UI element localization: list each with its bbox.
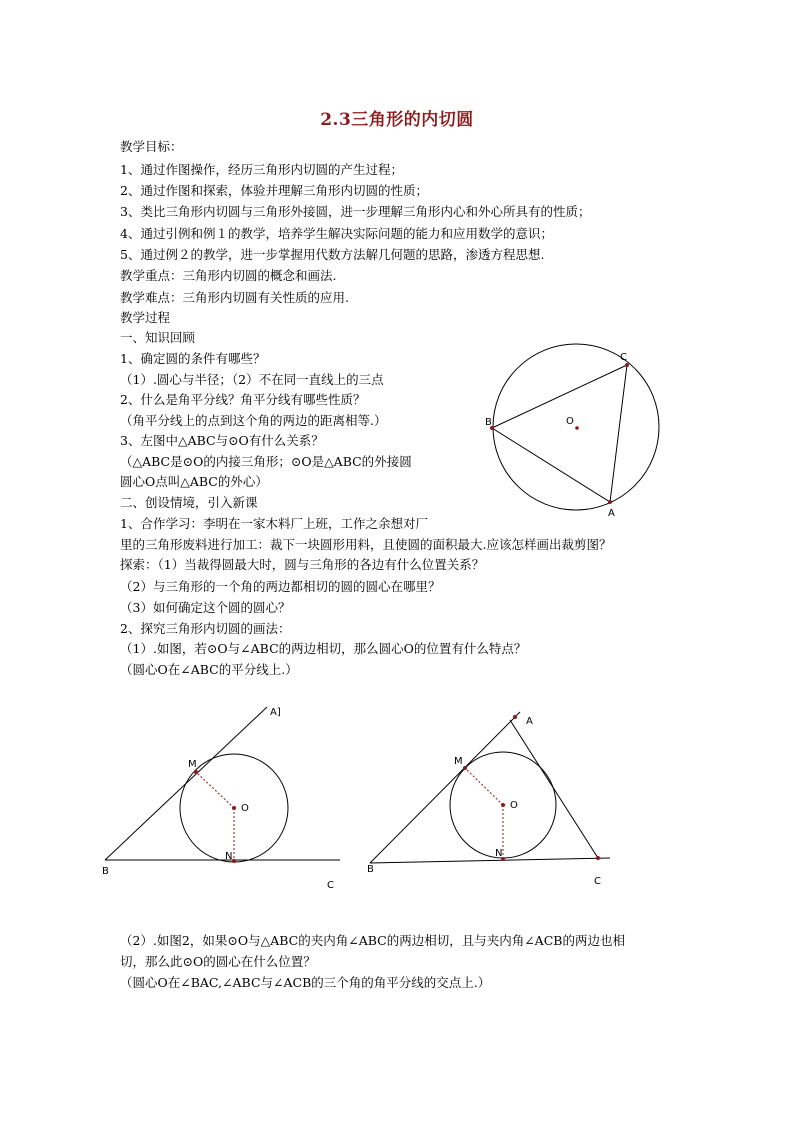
text-line: 里的三角形废料进行加工：裁下一块圆形用料，且使圆的面积最大.应该怎样画出裁剪图？ xyxy=(120,537,612,552)
text-line: 1、合作学习：李明在一家木料厂上班，工作之余想对厂 xyxy=(120,516,428,531)
triangle-abc xyxy=(492,365,627,502)
text-line: 教学难点：三角形内切圆有关性质的应用. xyxy=(120,290,349,305)
point-m xyxy=(463,766,467,770)
label-n: N xyxy=(225,851,233,862)
point-m xyxy=(194,770,198,774)
text-line: 二、创设情境，引入新课 xyxy=(120,495,258,510)
side-bc xyxy=(370,858,610,863)
radius-om xyxy=(196,772,234,808)
text-line: 4、通过引例和例１的教学，培养学生解决实际问题的能力和应用数学的意识； xyxy=(120,226,553,241)
center-o xyxy=(232,806,236,810)
text-line: 教学过程 xyxy=(120,310,171,325)
label-a: A xyxy=(526,716,533,727)
page-title: 2.3三角形的内切圆 xyxy=(320,110,474,130)
text-line: 一、知识回顾 xyxy=(120,330,196,345)
text-line: （△ABC是⊙O的内接三角形；⊙O是△ABC的外接圆 xyxy=(120,454,412,469)
text-line: 5、通过例２的教学，进一步掌握用代数方法解几何题的思路，渗透方程思想. xyxy=(120,247,545,262)
label-c: C xyxy=(620,352,627,363)
label-o: O xyxy=(241,803,249,814)
point-c xyxy=(596,856,600,860)
center-o xyxy=(501,803,505,807)
text-line: 2、通过作图和探索，体验并理解三角形内切圆的性质； xyxy=(120,183,428,198)
label-c: C xyxy=(327,880,334,891)
point-a xyxy=(513,715,517,719)
label-b: B xyxy=(102,866,109,877)
text-line: （圆心O在∠ABC的平分线上.） xyxy=(120,662,298,677)
text-line: 2、什么是角平分线？角平分线有哪些性质？ xyxy=(120,392,366,407)
text-line: 1、确定圆的条件有哪些？ xyxy=(120,351,266,366)
label-n: N xyxy=(495,848,503,859)
label-a: A xyxy=(608,508,615,519)
label-o: O xyxy=(566,416,574,427)
incircle-figure xyxy=(360,700,620,895)
angle-tangent-figure xyxy=(95,695,345,895)
text-line: 圆心O点叫△ABC的外心） xyxy=(120,474,268,489)
point-a xyxy=(608,500,612,504)
circumcircle-figure xyxy=(480,340,670,520)
center-o xyxy=(575,426,579,430)
label-b: B xyxy=(367,864,374,875)
text-line: （角平分线上的点到这个角的两边的距离相等.） xyxy=(120,413,387,428)
point-c xyxy=(625,363,629,367)
text-line: 3、左图中△ABC与⊙O有什么关系？ xyxy=(120,433,324,448)
text-line: 3、类比三角形内切圆与三角形外接圆，进一步理解三角形内心和外心所具有的性质； xyxy=(120,204,591,219)
text-line: （2）与三角形的一个角的两边都相切的圆的圆心在哪里？ xyxy=(120,579,441,594)
label-a: A] xyxy=(270,707,281,718)
label-m: M xyxy=(454,756,463,767)
text-line: （3）如何确定这个圆的圆心？ xyxy=(120,600,291,615)
text-line: （圆心O在∠BAC,∠ABC与∠ACB的三个角的角平分线的交点上.） xyxy=(120,975,491,990)
text-line: （1）.圆心与半径；（2）不在同一直线上的三点 xyxy=(120,372,384,387)
label-o: O xyxy=(510,800,518,811)
text-line: 1、通过作图操作，经历三角形内切圆的产生过程； xyxy=(120,162,403,177)
text-line: 切，那么此⊙O的圆心在什么位置？ xyxy=(120,954,316,969)
text-line: 探索：（1）当裁得圆最大时，圆与三角形的各边有什么位置关系？ xyxy=(120,557,485,572)
text-line: （2）.如图2，如果⊙O与△ABC的夹内角∠ABC的两边相切，且与夹内角∠ACB的两边也相 xyxy=(120,933,625,948)
text-line: 教学目标： xyxy=(120,139,183,154)
label-c: C xyxy=(594,876,601,887)
label-b: B xyxy=(485,417,492,428)
text-line: （1）.如图，若⊙O与∠ABC的两边相切，那么圆心O的位置有什么特点？ xyxy=(120,641,527,656)
label-m: M xyxy=(188,759,197,770)
text-line: 教学重点：三角形内切圆的概念和画法. xyxy=(120,268,337,283)
text-line: 2、探究三角形内切圆的画法： xyxy=(120,621,291,636)
side-ba xyxy=(370,712,520,863)
radius-om xyxy=(465,768,503,805)
point-n xyxy=(232,859,236,863)
